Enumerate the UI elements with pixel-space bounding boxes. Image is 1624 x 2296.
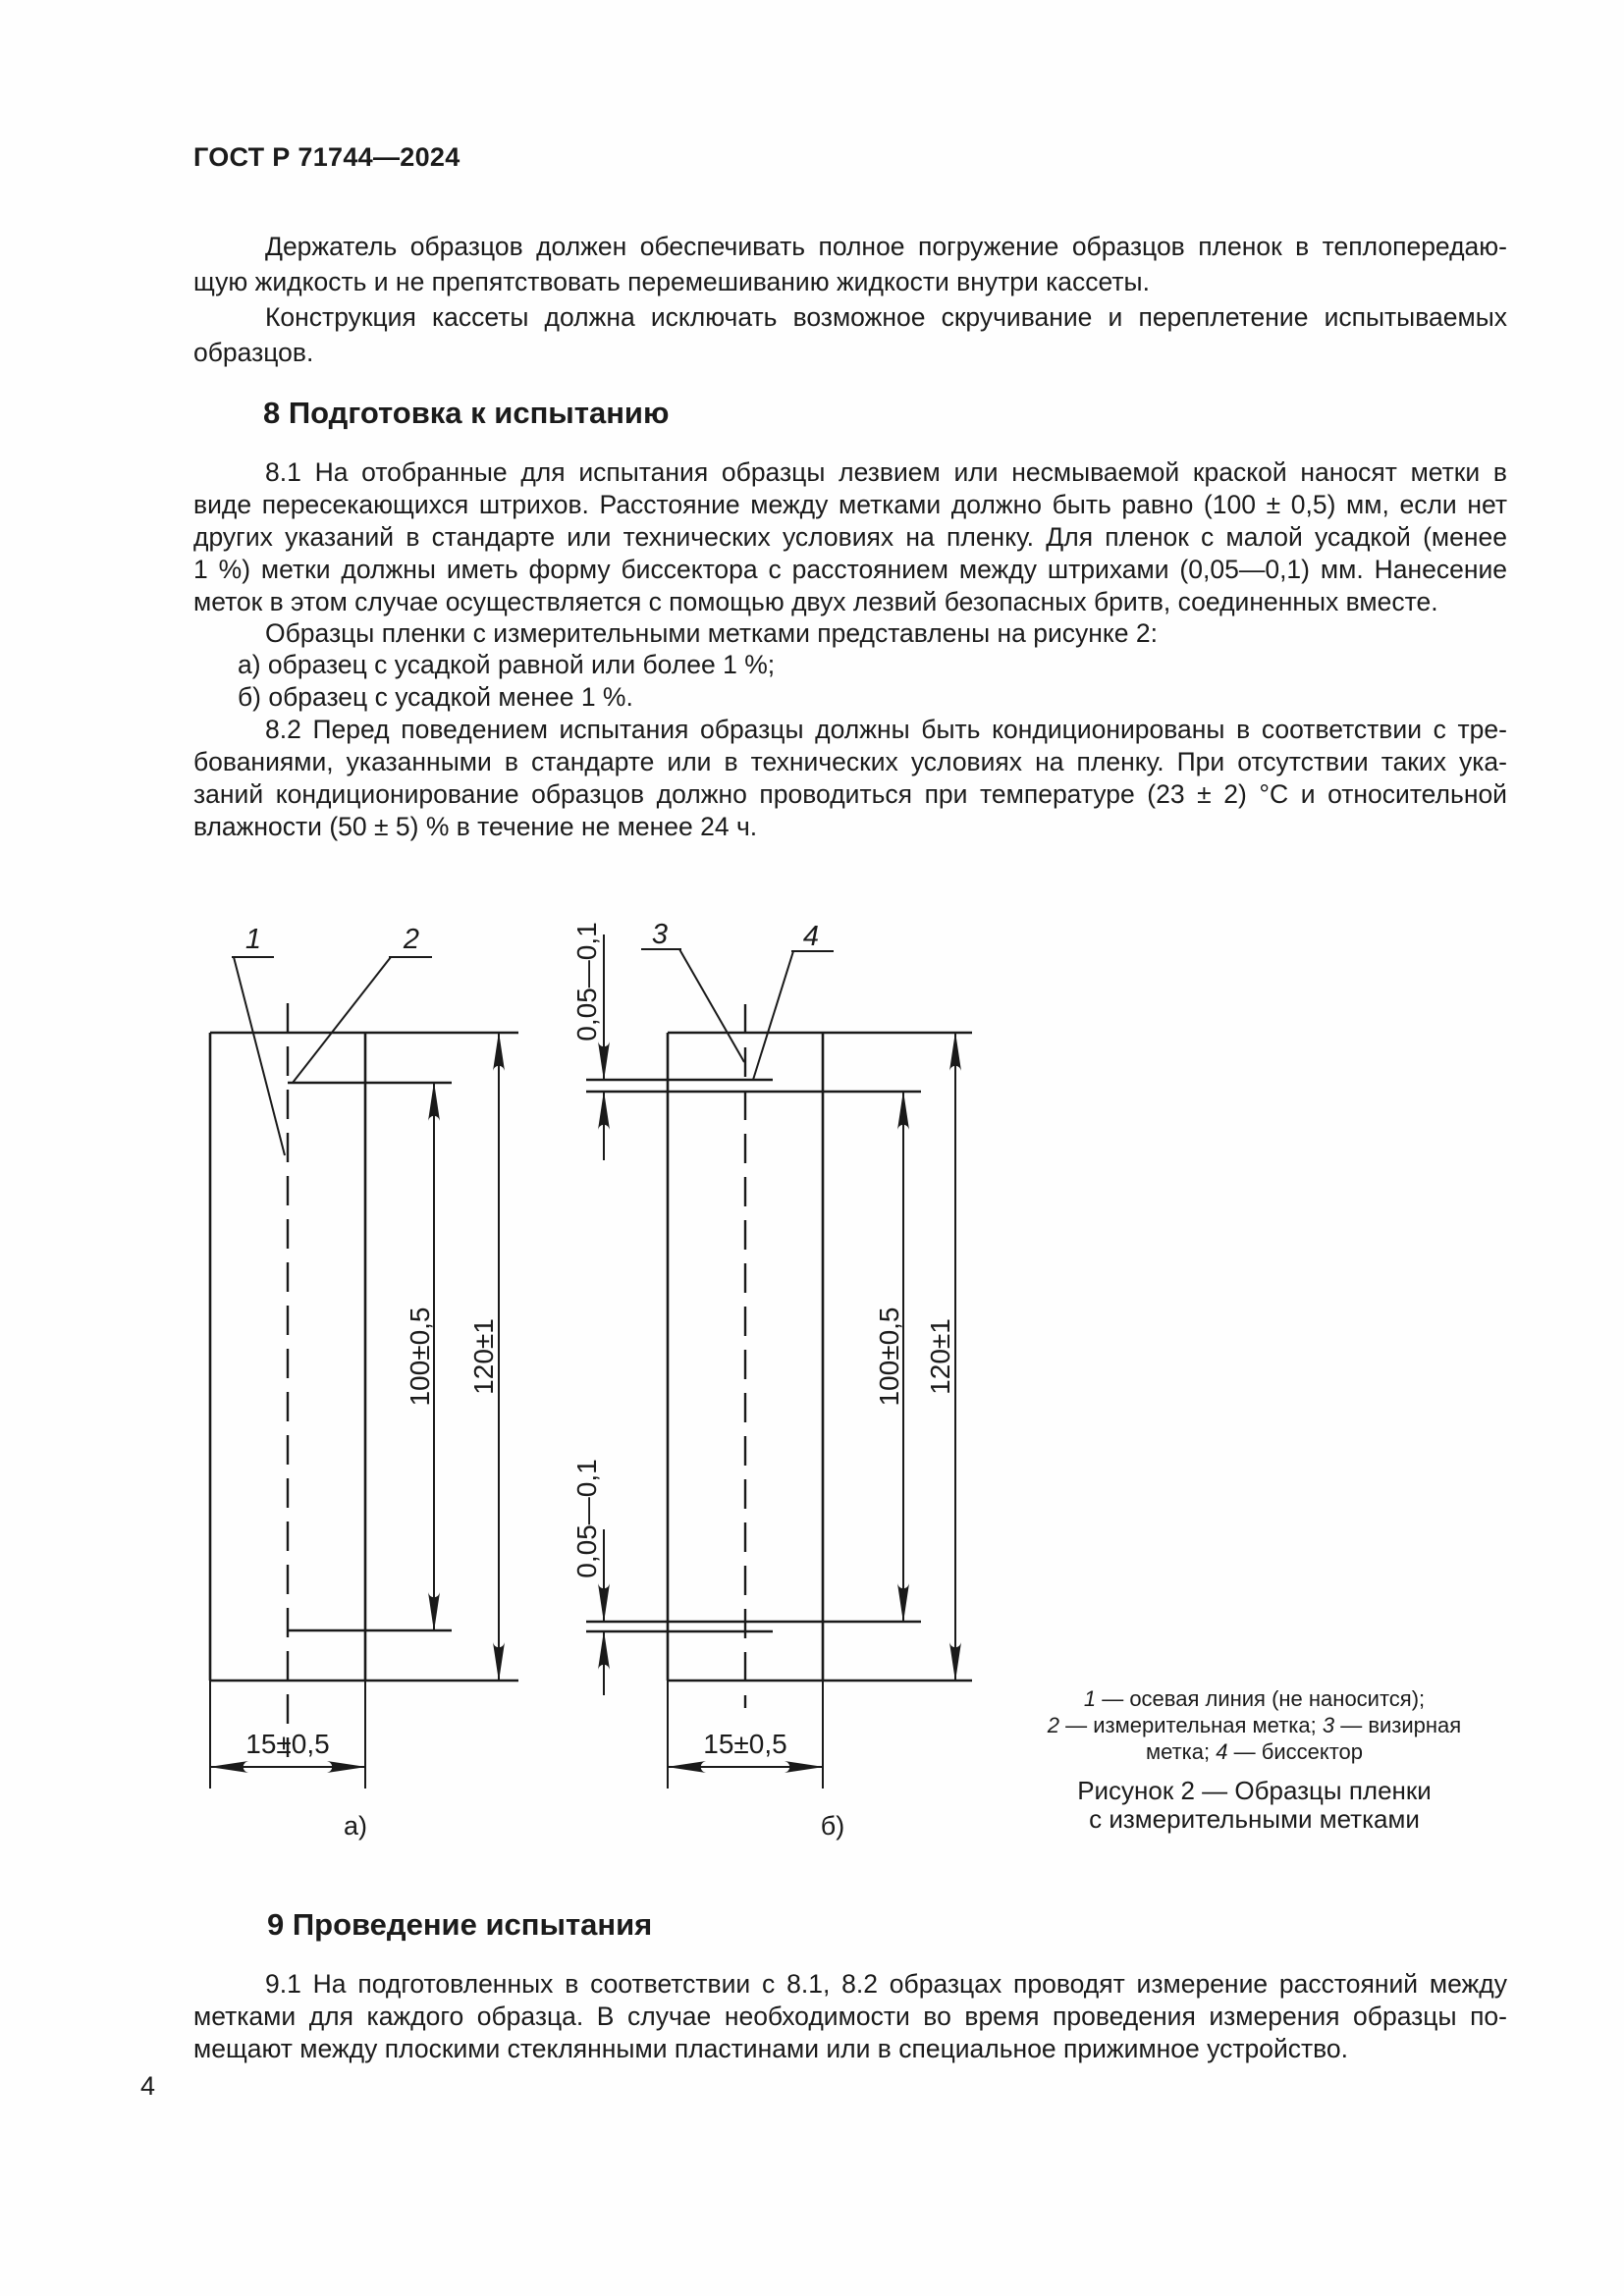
callout-3-label: 3 <box>651 919 669 950</box>
sample-b-dim-100-label: 100±0,5 <box>874 1307 904 1407</box>
text-line: 1 — осевая линия (не наносится); <box>1083 1686 1426 1711</box>
paragraph-cassette <box>193 299 1507 370</box>
sample-b-dim-15-label: 15±0,5 <box>703 1729 787 1759</box>
text-line: меток в этом случае осуществляется с помощью двух лезвий безопасных бритв, соединенных вместе. <box>193 587 1438 616</box>
text-line: Рисунок 2 — Образцы пленки <box>1077 1776 1432 1805</box>
section-9-title: 9 Проведение испытания <box>267 1907 653 1942</box>
text-line: влажности (50 ± 5) % в течение не менее 24 ч. <box>193 812 758 841</box>
text-line: других указаний в стандарте или технических условиях на пленку. Для пленок с малой усадкой (менее <box>193 522 1507 552</box>
figure-2-caption <box>972 1777 1537 1834</box>
text-line: щую жидкость и не препятствовать перемешиванию жидкости внутри кассеты. <box>193 267 1150 296</box>
text-line: 9.1 На подготовленных в соответствии с 8.1, 8.2 образцах проводят измерение расстояний между <box>265 1969 1507 1999</box>
text-line: 8.2 Перед поведением испытания образцы должны быть кондиционированы в соответствии с тре- <box>265 715 1507 744</box>
callout-3-leader <box>679 949 744 1062</box>
callout-1-label: 1 <box>244 924 262 955</box>
figure-2-legend <box>972 1685 1537 1765</box>
text-line: с измерительными метками <box>1089 1804 1420 1834</box>
paragraph-holder <box>193 229 1507 299</box>
sample-a-dim-100-label: 100±0,5 <box>405 1307 435 1407</box>
text-line: Конструкция кассеты должна исключать возможное скручивание и переплетение испытываемых <box>265 302 1507 332</box>
text-line: заний кондиционирование образцов должно проводиться при температуре (23 ± 2) °С и относительной <box>193 779 1507 809</box>
text-line: 1 %) метки должны иметь форму биссектора с расстоянием между штрихами (0,05—0,1) мм. Нанесение <box>193 555 1507 584</box>
sample-b-drawing <box>571 919 972 1841</box>
callout-4-label: 4 <box>802 921 820 952</box>
sample-a-drawing <box>210 924 518 1841</box>
text-line: метками для каждого образца. В случае необходимости во время проведения измерения образцы по- <box>193 2002 1507 2031</box>
dim-005-bottom-label: 0,05—0,1 <box>571 1459 602 1578</box>
sample-a-dim-120-label: 120±1 <box>468 1318 499 1395</box>
text-line: метка; 4 — биссектор <box>1145 1739 1364 1764</box>
text-line: 2 — измерительная метка; 3 — визирная <box>1047 1713 1462 1737</box>
document-code: ГОСТ Р 71744—2024 <box>193 142 460 172</box>
paragraph-9-1 <box>193 1968 1507 2065</box>
text-line: бованиями, указанными в стандарте или в технических условиях на пленку. При отсутствии таких ука- <box>193 747 1507 776</box>
paragraph-8-2 <box>193 714 1507 843</box>
list-item-a <box>193 649 1507 681</box>
callout-2-label: 2 <box>403 924 420 955</box>
section-8-title: 8 Подготовка к испытанию <box>263 396 670 430</box>
subfigure-a-label: а) <box>343 1811 368 1841</box>
paragraph-samples-intro <box>193 617 1507 650</box>
dim-005-top-label: 0,05—0,1 <box>571 922 602 1041</box>
sample-b-dim-120-label: 120±1 <box>925 1318 955 1395</box>
callout-4-leader <box>753 951 793 1080</box>
text-line: Образцы пленки с измерительными метками представлены на рисунке 2: <box>265 618 1159 648</box>
callout-1-leader <box>234 957 285 1155</box>
text-line: 8.1 На отобранные для испытания образцы лезвием или несмываемой краской наносят метки в <box>265 457 1507 487</box>
text-line: образцов. <box>193 338 314 367</box>
list-item-b <box>193 681 1507 714</box>
text-line: а) образец с усадкой равной или более 1 %; <box>238 650 776 679</box>
text-line: б) образец с усадкой менее 1 %. <box>238 682 633 712</box>
sample-a-dim-15-label: 15±0,5 <box>245 1729 330 1759</box>
text-line: мещают между плоскими стеклянными пластинами или в специальное прижимное устройство. <box>193 2034 1349 2063</box>
paragraph-8-1 <box>193 456 1507 618</box>
callout-2-leader <box>293 957 391 1083</box>
text-line: виде пересекающихся штрихов. Расстояние между метками должно быть равно (100 ± 0,5) мм, если нет <box>193 490 1507 519</box>
page-number: 4 <box>140 2071 156 2101</box>
text-line: Держатель образцов должен обеспечивать полное погружение образцов пленок в теплопередаю- <box>265 232 1507 261</box>
subfigure-b-label: б) <box>820 1811 845 1841</box>
